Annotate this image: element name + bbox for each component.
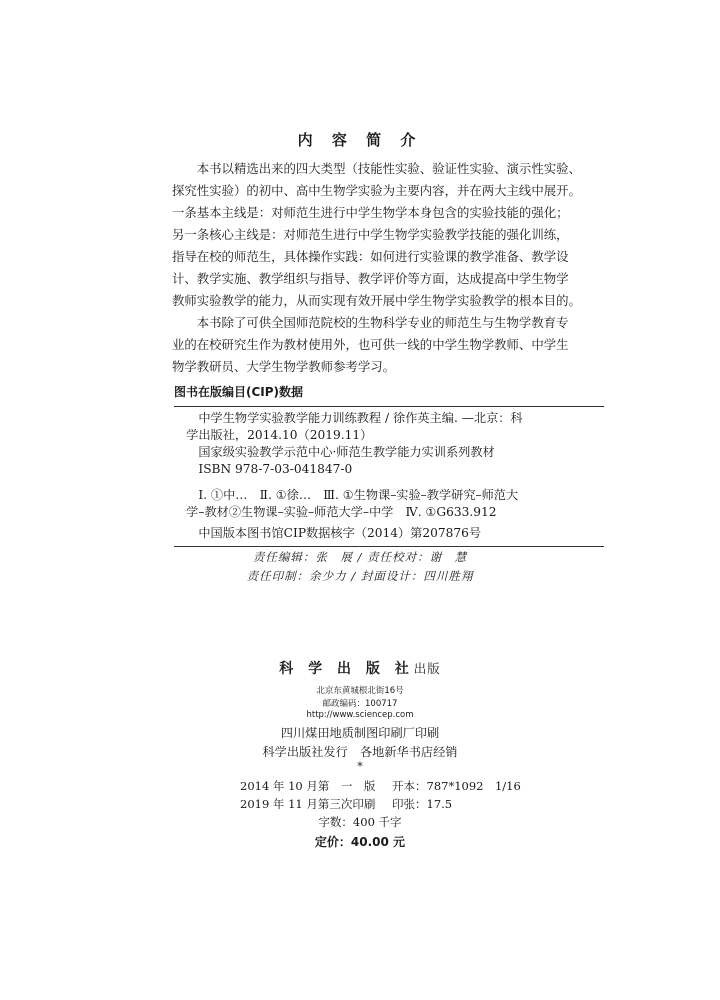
edition-info: 2014 年 10 月第 一 版 [240,779,376,793]
cip-line: 学出版社，2014.10（2019.11） [174,428,373,442]
intro-line: 指导在校的师范生，具体操作实践：如何进行实验课的教学准备、教学设 [172,249,569,264]
distribution-line: 科学出版社发行 各地新华书店经销 [262,745,458,759]
production-credits: 责任印制：余少力 / 封面设计：四川胜翔 [246,569,474,583]
page-title: 内 容 简 介 [297,131,423,149]
cip-line: ISBN 978-7-03-041847-0 [174,462,353,476]
intro-line: 业的在校研究生作为教材使用外，也可供一线的中学生物学教师、中学生 [172,337,569,352]
cip-record-number: 中国版本图书馆CIP数据核字（2014）第207876号 [174,524,604,547]
intro-line: 本书除了可供全国师范院校的生物科学专业的师范生与生物学教育专 [172,315,569,330]
intro-line: 计、教学实施、教学组织与指导、教学评价等方面，达成提高中学生物学 [172,271,569,286]
separator-star: * [357,760,363,773]
printing-info: 2019 年 11 月第三次印刷 [240,797,376,811]
intro-line: 探究性实验）的初中、高中生物学实验为主要内容，并在两大主线中展开。 [172,183,581,198]
publisher-url: http://www.sciencep.com [306,710,414,720]
word-count: 字数：400 千字 [318,815,402,829]
cip-classification-line: Ⅰ. ①中… Ⅱ. ①徐… Ⅲ. ①生物课–实验–教学研究–师范大 [174,488,519,502]
cip-classification-line: 学–教材②生物课–实验–师范大学–中学 Ⅳ. ①G633.912 [174,505,497,519]
intro-line: 另一条核心主线是：对师范生进行中学生物学实验教学技能的强化训练， [172,227,569,242]
intro-line: 物学教研员、大学生物学教师参考学习。 [172,359,396,374]
intro-line: 教师实验教学的能力，从而实现有效开展中学生物学实验教学的根本目的。 [172,293,581,308]
intro-text [172,158,604,378]
publisher-logo-text: 科 学 出 版 社 [279,661,414,677]
cip-heading: 图书在版编目(CIP)数据 [174,383,604,407]
publisher-address: 北京东黄城根北街16号 [316,686,404,696]
publisher-suffix: 出版 [413,661,441,676]
printer-line: 四川煤田地质制图印刷厂印刷 [280,726,440,740]
sheets-info: 印张：17.5 [392,797,453,811]
editor-credits: 责任编辑：张 展 / 责任校对：谢 慧 [252,550,468,564]
cip-body [174,410,614,521]
publisher-name [0,658,720,678]
price: 定价：40.00 元 [314,835,406,849]
format-info: 开本：787*1092 1/16 [392,779,521,793]
intro-line: 一条基本主线是：对师范生进行中学生物学本身包含的实验技能的强化； [172,205,569,220]
intro-line: 本书以精选出来的四大类型（技能性实验、验证性实验、演示性实验、 [172,161,581,176]
cip-line: 国家级实验教学示范中心·师范生教学能力实训系列教材 [174,445,495,459]
publisher-postcode: 邮政编码：100717 [322,699,398,709]
cip-line: 中学生物学实验教学能力训练教程 / 徐作英主编. —北京：科 [174,411,523,425]
